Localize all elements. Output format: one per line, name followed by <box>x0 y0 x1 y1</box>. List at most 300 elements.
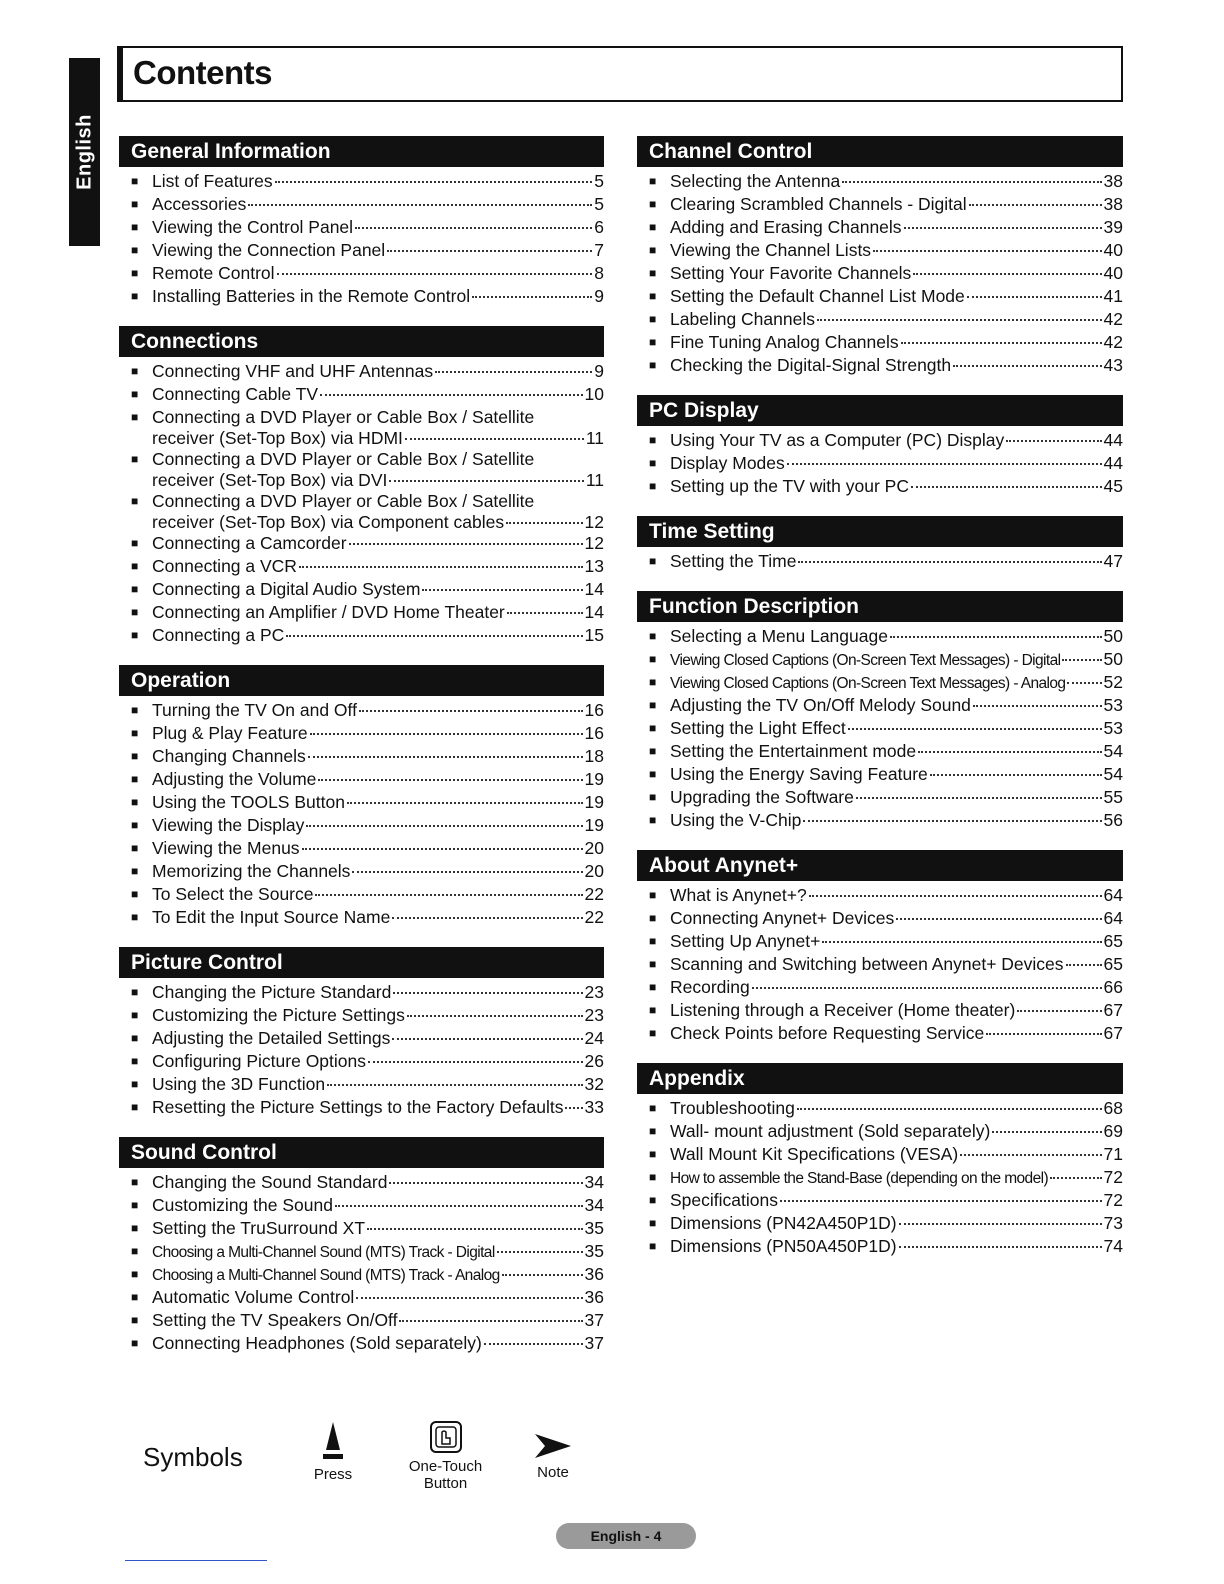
dot-leader <box>842 181 1101 183</box>
page-number: 8 <box>594 263 604 283</box>
toc-entry-text <box>152 217 604 238</box>
toc-entry-title: Setting the TruSurround XT <box>152 1218 366 1238</box>
footer-rule <box>125 1560 267 1561</box>
bullet-icon: ■ <box>131 536 139 550</box>
right-column <box>637 136 1123 1276</box>
toc-entry-text <box>670 672 1123 694</box>
toc-entry-title: How to assemble the Stand-Base (depending on the model) <box>670 1170 1049 1187</box>
page-number: 64 <box>1103 908 1123 928</box>
page-number: 36 <box>584 1287 604 1307</box>
toc-entry <box>119 217 604 240</box>
toc-entry-text <box>152 1172 604 1193</box>
toc-entry <box>637 1213 1123 1236</box>
toc-entry-title: Adding and Erasing Channels <box>670 217 902 237</box>
section-heading: Appendix <box>637 1063 1123 1094</box>
toc-entry <box>119 1005 604 1028</box>
dot-leader <box>368 1061 583 1063</box>
dot-leader <box>507 612 583 614</box>
toc-entry-text <box>152 1195 604 1216</box>
toc-section <box>119 326 604 648</box>
toc-entry-text <box>670 217 1123 238</box>
dot-leader <box>315 894 582 896</box>
toc-entry-text <box>670 1190 1123 1211</box>
page-number: 64 <box>1103 885 1123 905</box>
toc-entry <box>637 1000 1123 1023</box>
page-number: 20 <box>584 838 604 858</box>
bullet-icon: ■ <box>649 767 657 781</box>
bullet-icon: ■ <box>649 335 657 349</box>
toc-entry-title: Upgrading the Software <box>670 787 854 807</box>
toc-entry-text <box>670 171 1123 192</box>
note-symbol <box>523 1420 583 1481</box>
toc-entry-text <box>152 171 604 192</box>
dot-leader <box>367 1228 582 1230</box>
bullet-icon: ■ <box>131 410 139 424</box>
page-number: 5 <box>594 171 604 191</box>
dot-leader <box>299 566 583 568</box>
bullet-icon: ■ <box>649 174 657 188</box>
toc-entry-text <box>670 718 1123 739</box>
toc-entry-text <box>152 769 604 790</box>
section-heading: Channel Control <box>637 136 1123 167</box>
toc-entry <box>637 672 1123 695</box>
toc-entry-text <box>670 810 1123 831</box>
toc-entry-text <box>670 453 1123 474</box>
toc-entry <box>637 1144 1123 1167</box>
toc-entry-title: Configuring Picture Options <box>152 1051 366 1071</box>
toc-entry <box>637 787 1123 810</box>
toc-section <box>637 516 1123 574</box>
one-touch-symbol <box>403 1420 488 1492</box>
section-heading: General Information <box>119 136 604 167</box>
toc-entry <box>637 171 1123 194</box>
toc-entry-text <box>152 1097 604 1118</box>
bullet-icon: ■ <box>131 1313 139 1327</box>
dot-leader <box>565 1107 582 1109</box>
dot-leader <box>973 705 1102 707</box>
dot-leader <box>1006 440 1101 442</box>
bullet-icon: ■ <box>131 605 139 619</box>
page-number: 72 <box>1103 1190 1123 1210</box>
bullet-icon: ■ <box>649 629 657 643</box>
left-column <box>119 136 604 1373</box>
toc-entry-title: Listening through a Receiver (Home theater) <box>670 1000 1016 1020</box>
toc-entry-text <box>670 476 1123 497</box>
toc-entry-text <box>670 551 1123 572</box>
page-number: 35 <box>584 1218 604 1238</box>
toc-entry-title: Display Modes <box>670 453 785 473</box>
press-icon <box>318 1420 348 1462</box>
dot-leader <box>899 1223 1102 1225</box>
dot-leader <box>1066 964 1102 966</box>
toc-entry-text <box>670 1236 1123 1257</box>
bullet-icon: ■ <box>131 841 139 855</box>
toc-entry-text <box>670 263 1123 284</box>
toc-entry-line2 <box>152 470 604 491</box>
toc-entry <box>637 551 1123 574</box>
toc-entry-title: Checking the Digital-Signal Strength <box>670 355 952 375</box>
dot-leader <box>890 636 1102 638</box>
bullet-icon: ■ <box>131 266 139 280</box>
toc-entry-title: Connecting a VCR <box>152 556 297 576</box>
bullet-icon: ■ <box>131 387 139 401</box>
bullet-icon: ■ <box>649 1124 657 1138</box>
bullet-icon: ■ <box>131 1244 139 1258</box>
toc-entry <box>637 931 1123 954</box>
toc-entry-title: Connecting a PC <box>152 625 285 645</box>
toc-entry-title: Labeling Channels <box>670 309 815 329</box>
bullet-icon: ■ <box>649 243 657 257</box>
toc-entry <box>637 476 1123 499</box>
toc-entry-title: Using the Energy Saving Feature <box>670 764 928 784</box>
toc-entry <box>637 718 1123 741</box>
dot-leader <box>506 522 582 524</box>
page-number: 19 <box>584 769 604 789</box>
bullet-icon: ■ <box>131 1175 139 1189</box>
toc-entry-text <box>670 649 1123 671</box>
bullet-icon: ■ <box>649 1239 657 1253</box>
toc-entry-text <box>670 1144 1123 1165</box>
page-number: 7 <box>594 240 604 260</box>
bullet-icon: ■ <box>649 1003 657 1017</box>
toc-entry-line1: Connecting a DVD Player or Cable Box / Satellite <box>152 491 535 511</box>
toc-entry-title: Customizing the Sound <box>152 1195 333 1215</box>
toc-entry <box>637 908 1123 931</box>
bullet-icon: ■ <box>649 1193 657 1207</box>
bullet-icon: ■ <box>131 494 139 508</box>
dot-leader <box>422 589 582 591</box>
toc-entry-title: Changing the Sound Standard <box>152 1172 388 1192</box>
language-tab-label: English <box>73 114 95 190</box>
bullet-icon: ■ <box>131 1054 139 1068</box>
toc-entry-title: Setting the Entertainment mode <box>670 741 917 761</box>
toc-entry <box>637 977 1123 1000</box>
toc-entry <box>637 1098 1123 1121</box>
toc-entry-text <box>152 1241 604 1263</box>
page-number: 50 <box>1103 626 1123 646</box>
section-heading: Operation <box>119 665 604 696</box>
toc-entry <box>637 954 1123 977</box>
toc-entry-title: Customizing the Picture Settings <box>152 1005 405 1025</box>
toc-entry-title: Using the TOOLS Button <box>152 792 345 812</box>
toc-section <box>119 665 604 930</box>
toc-entry-text <box>152 907 604 928</box>
dot-leader <box>399 1320 582 1322</box>
toc-entry-title: Using Your TV as a Computer (PC) Display <box>670 430 1005 450</box>
bullet-icon: ■ <box>649 813 657 827</box>
toc-entry-text <box>152 361 604 382</box>
toc-entry <box>119 723 604 746</box>
toc-entry-title: Connecting an Amplifier / DVD Home Theater <box>152 602 505 622</box>
toc-entry-line2 <box>152 512 604 533</box>
toc-entry-text <box>670 430 1123 451</box>
toc-entry-text <box>670 1098 1123 1119</box>
toc-entry <box>119 746 604 769</box>
bullet-icon: ■ <box>131 1267 139 1281</box>
page-number: 23 <box>584 1005 604 1025</box>
dot-leader <box>960 1154 1101 1156</box>
toc-entry-title: receiver (Set-Top Box) via Component cables <box>152 512 505 532</box>
toc-entry <box>119 491 604 533</box>
toc-entry-text <box>670 1000 1123 1021</box>
page-number: 65 <box>1103 931 1123 951</box>
bullet-icon: ■ <box>131 1008 139 1022</box>
toc-entry-title: Troubleshooting <box>670 1098 795 1118</box>
bullet-icon: ■ <box>131 1336 139 1350</box>
page-number: 73 <box>1103 1213 1123 1233</box>
page-number-badge: English - 4 <box>556 1523 696 1549</box>
toc-entry <box>637 332 1123 355</box>
section-heading: Time Setting <box>637 516 1123 547</box>
page-number: 37 <box>584 1333 604 1353</box>
toc-entry-title: Turning the TV On and Off <box>152 700 357 720</box>
toc-entry <box>119 1074 604 1097</box>
toc-entry <box>119 625 604 648</box>
dot-leader <box>918 751 1101 753</box>
page-number: 50 <box>1103 649 1123 669</box>
toc-entry-text <box>670 741 1123 762</box>
bullet-icon: ■ <box>131 1198 139 1212</box>
toc-entry-text <box>152 815 604 836</box>
toc-entry <box>119 815 604 838</box>
toc-entry-text <box>152 1051 604 1072</box>
bullet-icon: ■ <box>649 980 657 994</box>
toc-entry <box>119 838 604 861</box>
toc-entry-title: Resetting the Picture Settings to the Factory Defaults <box>152 1097 564 1117</box>
dot-leader <box>497 1251 583 1253</box>
toc-section <box>119 136 604 309</box>
dot-leader <box>967 296 1102 298</box>
toc-entry-title: receiver (Set-Top Box) via HDMI <box>152 428 403 448</box>
page-number: 11 <box>585 470 604 490</box>
dot-leader <box>911 486 1102 488</box>
one-touch-label-1: One-Touch <box>408 1458 483 1475</box>
toc-entry <box>119 449 604 491</box>
page-number: 9 <box>594 286 604 306</box>
toc-entry-title: Choosing a Multi-Channel Sound (MTS) Track - Digital <box>152 1244 495 1261</box>
bullet-icon: ■ <box>649 433 657 447</box>
toc-entry <box>637 263 1123 286</box>
toc-entry <box>119 1195 604 1218</box>
toc-entry <box>637 810 1123 833</box>
page-number: 23 <box>584 982 604 1002</box>
toc-entry-text <box>152 625 604 646</box>
page-number: 56 <box>1103 810 1123 830</box>
page-number: 54 <box>1103 741 1123 761</box>
page-number: 44 <box>1103 430 1123 450</box>
toc-entry <box>637 430 1123 453</box>
toc-entry-text <box>670 954 1123 975</box>
note-label: Note <box>537 1464 569 1481</box>
toc-entry <box>119 407 604 449</box>
toc-entry <box>119 769 604 792</box>
toc-entry-text <box>152 838 604 859</box>
toc-entry <box>119 1051 604 1074</box>
page-number: 13 <box>584 556 604 576</box>
dot-leader <box>809 895 1102 897</box>
bullet-icon: ■ <box>131 749 139 763</box>
toc-entry <box>637 240 1123 263</box>
dot-leader <box>1050 1177 1102 1179</box>
bullet-icon: ■ <box>131 243 139 257</box>
toc-entry-title: Dimensions (PN42A450P1D) <box>670 1213 897 1233</box>
bullet-icon: ■ <box>649 934 657 948</box>
bullet-icon: ■ <box>131 818 139 832</box>
page-number: 55 <box>1103 787 1123 807</box>
page-number: 43 <box>1103 355 1123 375</box>
page-number: 35 <box>584 1241 604 1261</box>
toc-entry-text <box>152 407 604 449</box>
toc-entry <box>119 286 604 309</box>
toc-entry <box>119 884 604 907</box>
page-number: 14 <box>584 602 604 622</box>
toc-entry-title: To Select the Source <box>152 884 314 904</box>
toc-entry-text <box>152 1310 604 1331</box>
toc-entry-title: Connecting Headphones (Sold separately) <box>152 1333 482 1353</box>
dot-leader <box>405 438 584 440</box>
dot-leader <box>318 779 582 781</box>
page-number: 16 <box>584 723 604 743</box>
toc-entry <box>119 1287 604 1310</box>
bullet-icon: ■ <box>131 289 139 303</box>
page-number: 12 <box>584 512 604 532</box>
toc-entry-title: Connecting a Camcorder <box>152 533 347 553</box>
toc-entry <box>637 355 1123 378</box>
toc-entry-text <box>152 449 604 491</box>
page-number: 19 <box>584 792 604 812</box>
toc-section <box>637 1063 1123 1259</box>
toc-entry-title: Clearing Scrambled Channels - Digital <box>670 194 967 214</box>
toc-entry-title: Changing Channels <box>152 746 306 766</box>
toc-entry-text <box>152 263 604 284</box>
toc-entry <box>637 626 1123 649</box>
toc-entry-text <box>152 384 604 405</box>
toc-entry <box>119 240 604 263</box>
bullet-icon: ■ <box>649 957 657 971</box>
toc-entry-text <box>152 982 604 1003</box>
page-number: 34 <box>584 1195 604 1215</box>
page-number: 42 <box>1103 332 1123 352</box>
toc-entry-text <box>670 240 1123 261</box>
bullet-icon: ■ <box>131 1031 139 1045</box>
title-box <box>117 46 1123 102</box>
symbols-label: Symbols <box>143 1442 243 1472</box>
dot-leader <box>335 1205 583 1207</box>
toc-entry <box>119 556 604 579</box>
dot-leader <box>1062 659 1101 661</box>
toc-entry-title: Viewing the Control Panel <box>152 217 354 237</box>
bullet-icon: ■ <box>131 985 139 999</box>
toc-entry-text <box>152 723 604 744</box>
dot-leader <box>393 992 582 994</box>
dot-leader <box>302 848 583 850</box>
page-number: 54 <box>1103 764 1123 784</box>
bullet-icon: ■ <box>131 1077 139 1091</box>
section-heading: Function Description <box>637 591 1123 622</box>
toc-entry <box>119 361 604 384</box>
dot-leader <box>248 204 592 206</box>
bullet-icon: ■ <box>649 698 657 712</box>
page-number: 24 <box>584 1028 604 1048</box>
dot-leader <box>1067 682 1101 684</box>
toc-entry-text <box>670 977 1123 998</box>
dot-leader <box>387 250 592 252</box>
dot-leader <box>352 871 582 873</box>
bullet-icon: ■ <box>131 864 139 878</box>
dot-leader <box>407 1015 583 1017</box>
toc-entry <box>119 1028 604 1051</box>
page-number: 9 <box>594 361 604 381</box>
toc-entry <box>119 700 604 723</box>
toc-entry-title: Adjusting the Detailed Settings <box>152 1028 391 1048</box>
toc-entry <box>119 384 604 407</box>
page-number: 72 <box>1103 1167 1123 1187</box>
toc-entry-text <box>152 286 604 307</box>
dot-leader <box>803 820 1101 822</box>
dot-leader <box>392 917 582 919</box>
toc-entry-text <box>152 1333 604 1354</box>
toc-entry-text <box>670 309 1123 330</box>
note-arrow-icon <box>531 1420 575 1460</box>
bullet-icon: ■ <box>649 744 657 758</box>
toc-entry-title: To Edit the Input Source Name <box>152 907 391 927</box>
dot-leader <box>953 365 1101 367</box>
dot-leader <box>787 463 1102 465</box>
page-number: 11 <box>585 428 604 448</box>
toc-entry-title: Check Points before Requesting Service <box>670 1023 985 1043</box>
toc-entry-title: Choosing a Multi-Channel Sound (MTS) Track - Analog <box>152 1267 500 1284</box>
dot-leader <box>392 1038 582 1040</box>
dot-leader <box>986 1033 1101 1035</box>
page-number: 67 <box>1103 1023 1123 1043</box>
toc-entry-text <box>152 746 604 767</box>
page-number: 37 <box>584 1310 604 1330</box>
toc-entry <box>119 194 604 217</box>
page-number: 68 <box>1103 1098 1123 1118</box>
toc-entry-title: Setting the Default Channel List Mode <box>670 286 965 306</box>
toc-entry <box>119 1333 604 1356</box>
toc-entry <box>637 453 1123 476</box>
toc-entry-title: Recording <box>670 977 750 997</box>
toc-entry <box>119 1218 604 1241</box>
toc-entry <box>119 1264 604 1287</box>
toc-entry-line1: Connecting a DVD Player or Cable Box / Satellite <box>152 449 535 469</box>
toc-entry-text <box>152 884 604 905</box>
dot-leader <box>327 1084 582 1086</box>
page-number: 32 <box>584 1074 604 1094</box>
dot-leader <box>1017 1010 1101 1012</box>
dot-leader <box>901 342 1102 344</box>
toc-entry <box>119 263 604 286</box>
dot-leader <box>896 918 1101 920</box>
toc-entry-title: Specifications <box>670 1190 778 1210</box>
toc-entry-text <box>670 1121 1123 1142</box>
dot-leader <box>502 1274 583 1276</box>
dot-leader <box>275 181 593 183</box>
bullet-icon: ■ <box>131 910 139 924</box>
bullet-icon: ■ <box>131 795 139 809</box>
dot-leader <box>873 250 1101 252</box>
toc-entry <box>637 885 1123 908</box>
toc-entry-title: Selecting the Antenna <box>670 171 841 191</box>
section-heading: Sound Control <box>119 1137 604 1168</box>
toc-entry <box>119 602 604 625</box>
toc-entry-title: Automatic Volume Control <box>152 1287 355 1307</box>
dot-leader <box>899 1246 1102 1248</box>
toc-entry <box>637 764 1123 787</box>
bullet-icon: ■ <box>131 726 139 740</box>
page-number: 52 <box>1103 672 1123 692</box>
